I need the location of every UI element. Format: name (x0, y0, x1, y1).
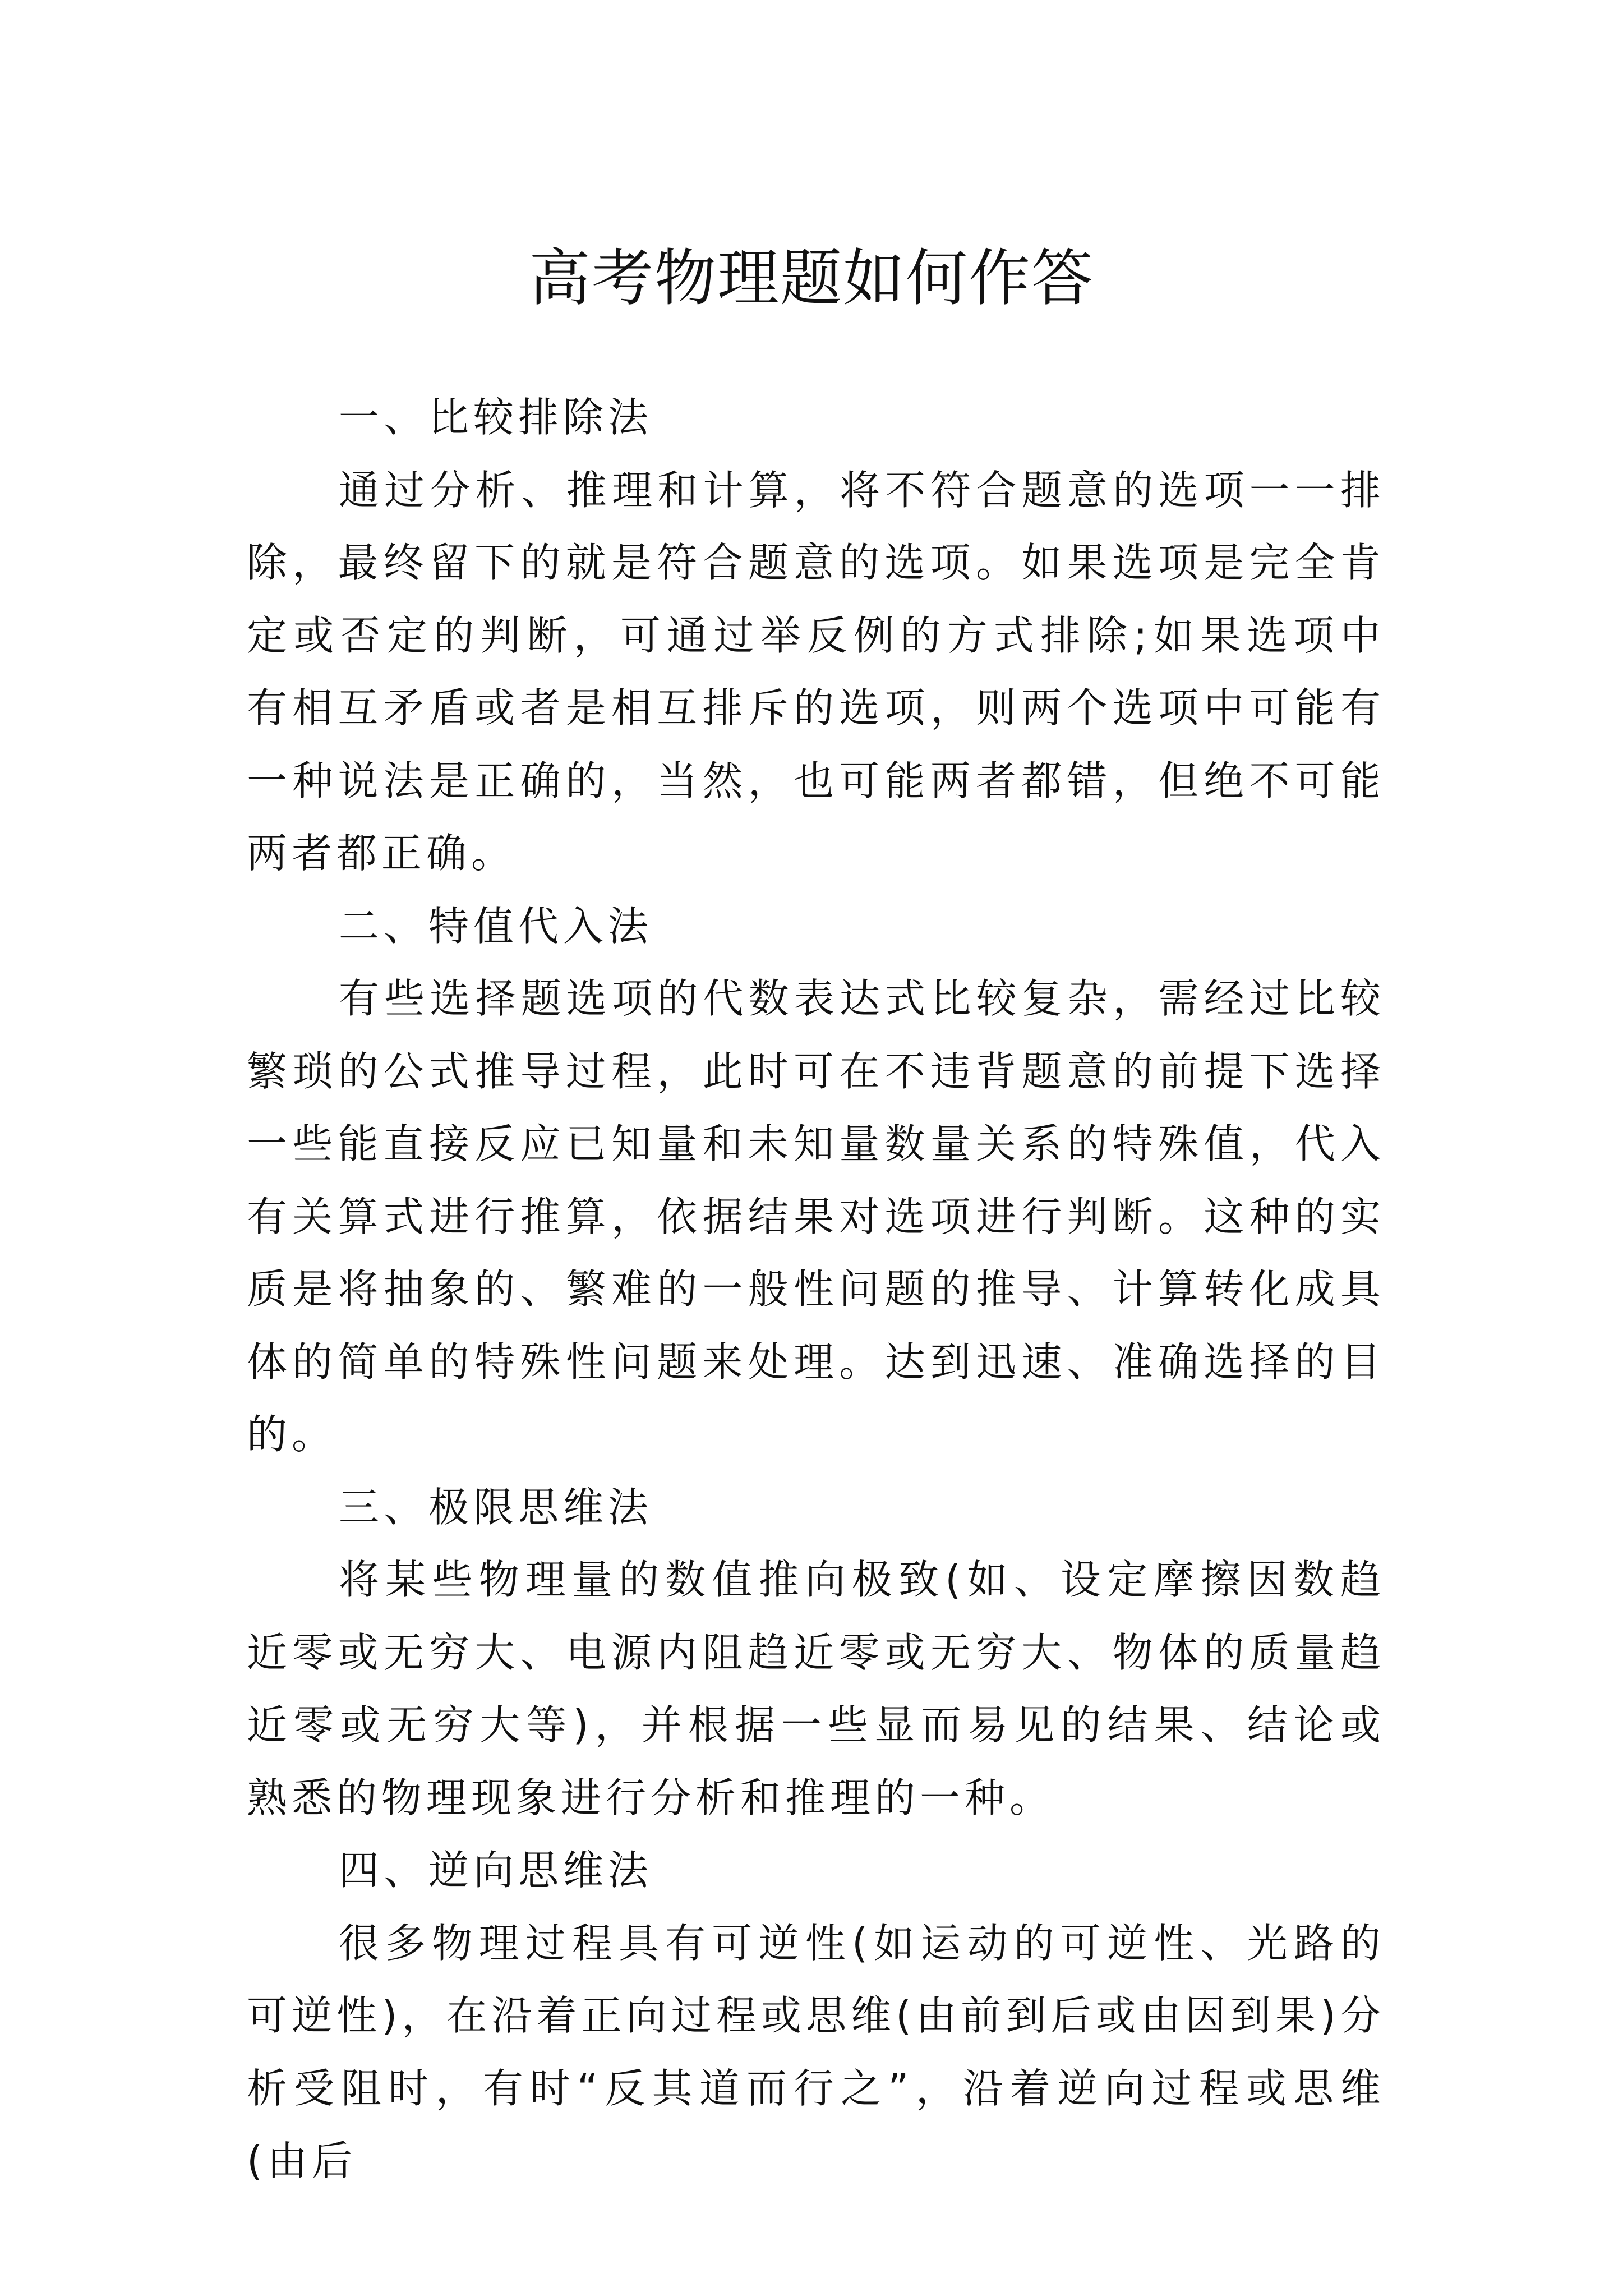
section-heading-2: 二、特值代入法 (339, 902, 653, 950)
section-heading-1: 一、比较排除法 (339, 394, 653, 441)
section-heading-4: 四、逆向思维法 (339, 1847, 653, 1894)
section-paragraph-1: 通过分析、推理和计算，将不符合题意的选项一一排除，最终留下的就是符合题意的选项。如果选项是完全肯定或否定的判断，可通过举反例的方式排除;如果选项中有相互矛盾或者是相互排斥的选项，则两个选项中可能有一种说法是正确的，当然，也可能两者都错，但绝不可能两者都正确。 (247, 466, 1385, 877)
section-paragraph-4: 很多物理过程具有可逆性(如运动的可逆性、光路的可逆性)，在沿着正向过程或思维(由前到后或由因到果)分析受阻时，有时“反其道而行之”，沿着逆向过程或思维(由后 (247, 1919, 1385, 2184)
section-paragraph-2: 有些选择题选项的代数表达式比较复杂，需经过比较繁琐的公式推导过程，此时可在不违背题意的前提下选择一些能直接反应已知量和未知量数量关系的特殊值，代入有关算式进行推算，依据结果对选项进行判断。这种的实质是将抽象的、繁难的一般性问题的推导、计算转化成具体的简单的特殊性问题来处理。达到迅速、准确选择的目的。 (247, 975, 1385, 1458)
section-heading-3: 三、极限思维法 (339, 1483, 653, 1531)
section-paragraph-3: 将某些物理量的数值推向极致(如、设定摩擦因数趋近零或无穷大、电源内阻趋近零或无穷大、物体的质量趋近零或无穷大等)，并根据一些显而易见的结果、结论或熟悉的物理现象进行分析和推理的一种。 (247, 1556, 1385, 1821)
document-title: 高考物理题如何作答 (529, 242, 1094, 314)
document-body (247, 381, 1385, 2198)
